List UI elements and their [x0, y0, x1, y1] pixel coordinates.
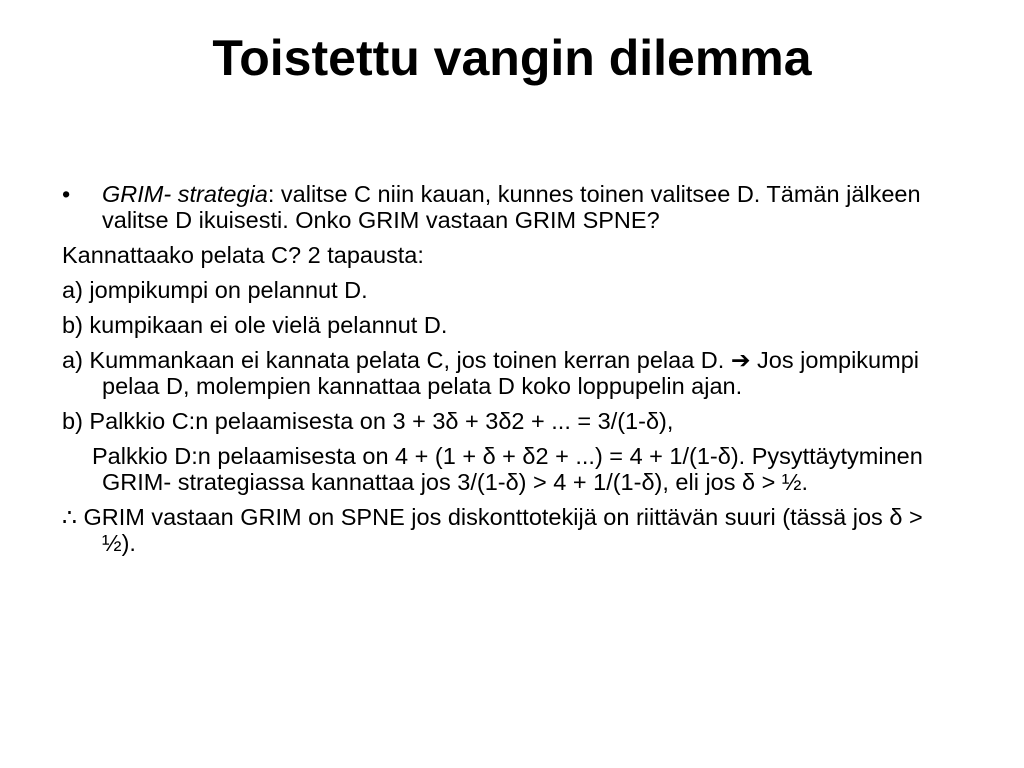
paragraph-case-b: b) kumpikaan ei ole vielä pelannut D. — [62, 312, 448, 338]
paragraph-payoff-d — [62, 443, 962, 495]
paragraph-case-a-analysis: a) Kummankaan ei kannata pelata C, jos toinen kerran pelaa D. ➔ Jos jompikumpi pelaa D, molempien kannattaa pelata D koko loppupelin ajan. — [62, 347, 919, 399]
paragraph-conclusion: ∴ GRIM vastaan GRIM on SPNE jos diskonttotekijä on riittävän suuri (tässä jos δ > ½). — [62, 504, 923, 556]
slide-body — [62, 181, 962, 565]
paragraph-case-a: a) jompikumpi on pelannut D. — [62, 277, 368, 303]
bullet-item-grim — [62, 181, 962, 233]
bullet-marker: • — [62, 181, 71, 207]
payoff-d-line: Palkkio D:n pelaamisesta on 4 + (1 + δ + δ2 + ...) = 4 + 1/(1-δ). — [92, 443, 746, 469]
slide-title: Toistettu vangin dilemma — [212, 30, 812, 86]
grim-term-suffix: - strategia — [163, 181, 268, 207]
paragraph-payoff-c: b) Palkkio C:n pelaamisesta on 3 + 3δ + 3δ2 + ... = 3/(1-δ), — [62, 408, 674, 434]
grim-condition-line: Pysyttäytyminen GRIM- strategiassa kannattaa jos 3/(1-δ) > 4 + 1/(1-δ), eli jos δ > ½. — [102, 443, 923, 495]
grim-term: GRIM — [102, 181, 164, 207]
grim-definition: : valitse C niin kauan, kunnes toinen valitsee D. Tämän jälkeen valitse D ikuisesti. Onko GRIM vastaan GRIM SPNE? — [102, 181, 921, 233]
paragraph-question: Kannattaako pelata C? 2 tapausta: — [62, 242, 424, 268]
